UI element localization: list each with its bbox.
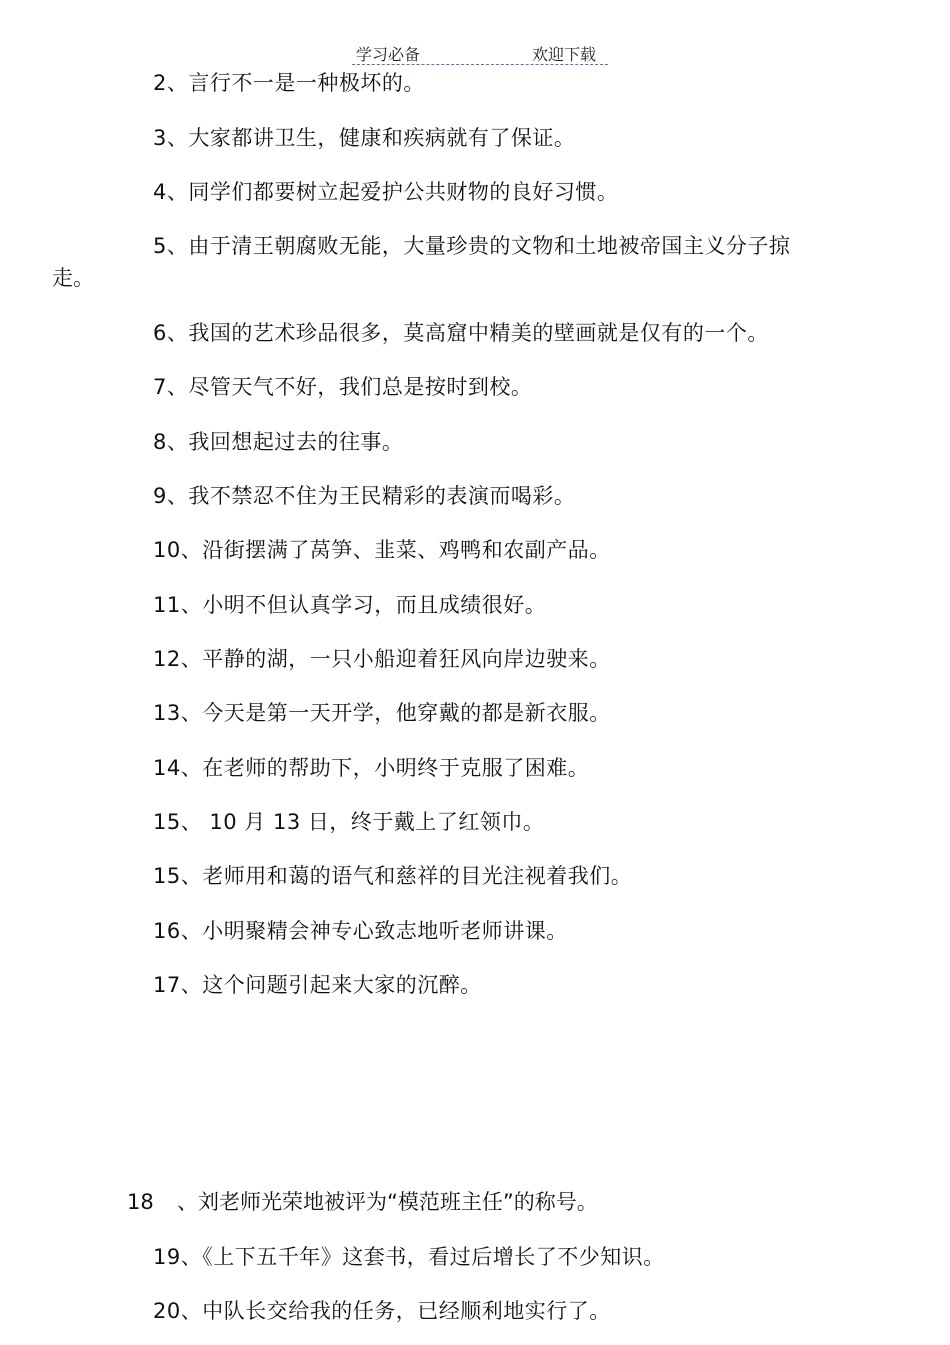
sentence-6: 6、我国的艺术珍品很多，莫高窟中精美的壁画就是仅有的一个。 <box>153 321 769 345</box>
sentence-11: 11、小明不但认真学习，而且成绩很好。 <box>153 593 547 617</box>
sentence-19: 19、《上下五千年》这套书，看过后增长了不少知识。 <box>153 1245 665 1269</box>
header-left-text: 学习必备 <box>356 45 421 64</box>
header-right-text: 欢迎下载 <box>532 45 597 64</box>
sentence-16: 16、小明聚精会神专心致志地听老师讲课。 <box>153 919 568 943</box>
sentence-12: 12、平静的湖，一只小船迎着狂风向岸边驶来。 <box>153 647 611 671</box>
sentence-18-text: 、刘老师光荣地被评为“模范班主任”的称号。 <box>177 1190 598 1214</box>
sentence-2: 2、言行不一是一种极坏的。 <box>153 71 425 95</box>
sentence-20: 20、中队长交给我的任务，已经顺利地实行了。 <box>153 1299 611 1323</box>
sentence-8: 8、我回想起过去的往事。 <box>153 430 404 454</box>
sentence-10: 10、沿街摆满了莴笋、韭菜、鸡鸭和农副产品。 <box>153 538 611 562</box>
sentence-14: 14、在老师的帮助下，小明终于克服了困难。 <box>153 756 590 780</box>
sentence-3: 3、大家都讲卫生，健康和疾病就有了保证。 <box>153 126 576 150</box>
sentence-9: 9、我不禁忍不住为王民精彩的表演而喝彩。 <box>153 484 576 508</box>
page-header <box>352 40 608 65</box>
sentence-13: 13、今天是第一天开学，他穿戴的都是新衣服。 <box>153 701 611 725</box>
sentence-15a: 15、 10 月 13 日，终于戴上了红领巾。 <box>153 810 545 834</box>
sentence-7: 7、尽管天气不好，我们总是按时到校。 <box>153 375 533 399</box>
sentence-17: 17、这个问题引起来大家的沉醉。 <box>153 973 482 997</box>
sentence-4: 4、同学们都要树立起爱护公共财物的良好习惯。 <box>153 180 619 204</box>
sentence-18 <box>127 1188 598 1216</box>
sentence-18-number: 18 <box>127 1190 154 1214</box>
sentence-15b: 15、老师用和蔼的语气和慈祥的目光注视着我们。 <box>153 864 633 888</box>
sentence-5-continued: 走。 <box>52 266 94 290</box>
sentence-5: 5、由于清王朝腐败无能，大量珍贵的文物和土地被帝国主义分子掠 <box>153 234 791 258</box>
